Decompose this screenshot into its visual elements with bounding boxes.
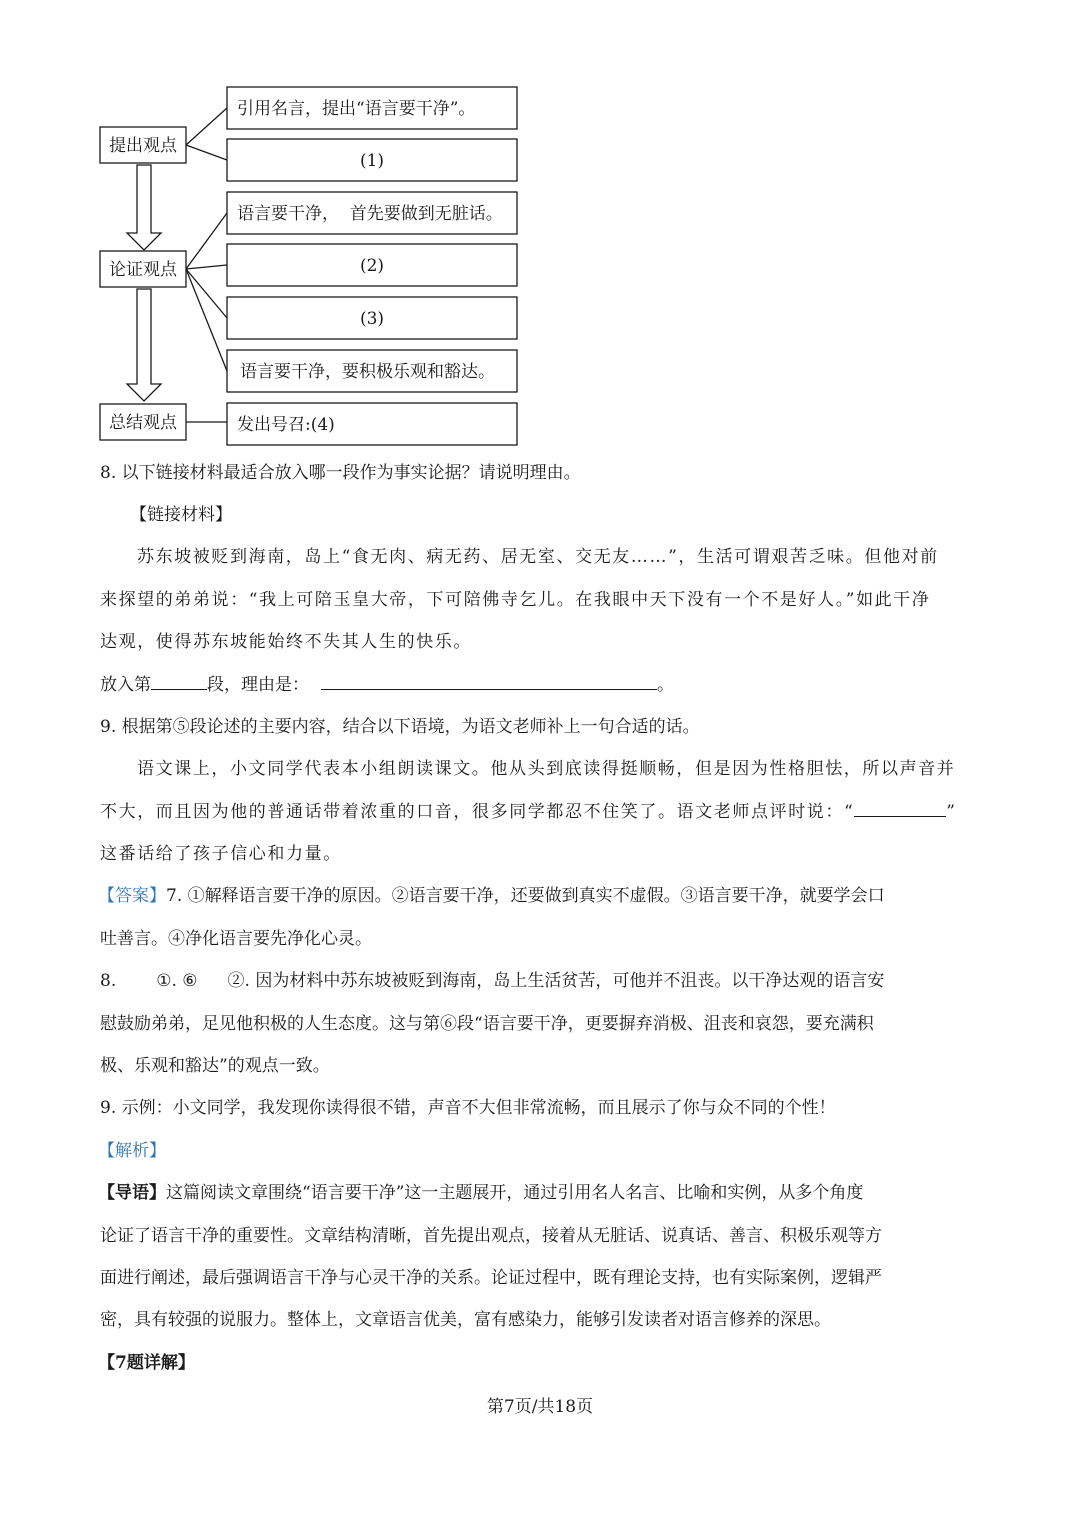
box6-text: 语言要干净，要积极乐观和豁达。 [240, 362, 495, 382]
page-footer: 第7页/共18页 [486, 1397, 594, 1417]
intro-text-1: 这篇阅读文章围绕“语言要干净”这一主题展开，通过引用名人名言、比喻和实例，从多个角度 [166, 1183, 864, 1203]
answer-tag: 【答案】 [98, 886, 166, 906]
q9-question: 9. 根据第⑤段论述的主要内容，结合以下语境，为语文老师补上一句合适的话。 [100, 717, 700, 737]
answer-8-num: 8. [100, 971, 117, 991]
answer-7-line-2: 吐善言。④净化语言要先净化心灵。 [100, 929, 372, 949]
context-line-2: 不大，而且因为他的普通话带着浓重的口音，很多同学都忍不住笑了。语文老师点评时说：“ [100, 802, 855, 822]
answer-7-text: 7. ①解释语言要干净的原因。②语言要干净，还要做到真实不虚假。③语言要干净，就要学会口 [166, 886, 885, 906]
fill-suffix: 。 [657, 675, 674, 695]
context-close-quote: ” [946, 802, 957, 822]
intro-line-1 [98, 1181, 863, 1205]
material-line-2: 来探望的弟弟说：“我上可陪玉皇大帝，下可陪佛寺乞儿。在我眼中天下没有一个不是好人。”如此干净 [100, 590, 931, 610]
box7-text: 发出号召:(4) [237, 415, 335, 435]
material-line-3: 达观，使得苏东坡能始终不失其人生的快乐。 [100, 632, 472, 652]
intro-line-3: 面进行阐述，最后强调语言干净与心灵干净的关系。论证过程中，既有理论支持，也有实际案例，逻辑严 [100, 1268, 882, 1288]
down-arrow-2 [127, 289, 161, 401]
answer-7-line-1 [98, 884, 885, 908]
stage-conclude-label: 总结观点 [109, 413, 177, 433]
box4-text: (2) [359, 256, 385, 276]
analysis-tag: 【解析】 [98, 1141, 166, 1161]
box5-text: (3) [359, 309, 385, 329]
answer-8-part2: ②. 因为材料中苏东坡被贬到海南，岛上生活贫苦，可他并不沮丧。以干净达观的语言安 [227, 971, 885, 991]
box3-text: 语言要干净， 首先要做到无脏话。 [237, 204, 503, 224]
context-line-1: 语文课上，小文同学代表本小组朗读课文。他从头到底读得挺顺畅，但是因为性格胆怯，所以声音并 [137, 759, 956, 779]
teacher-remark-blank[interactable] [854, 800, 946, 817]
answer-8-line-3: 极、乐观和豁达”的观点一致。 [100, 1056, 330, 1076]
structure-flowchart [0, 0, 1080, 460]
answer-9: 9. 示例：小文同学，我发现你读得很不错，声音不大但非常流畅，而且展示了你与众不同的个性！ [100, 1098, 836, 1118]
box2-text: (1) [359, 151, 385, 171]
reason-blank[interactable] [321, 673, 657, 690]
fill-prefix: 放入第 [100, 675, 151, 695]
intro-line-2: 论证了语言干净的重要性。文章结构清晰，首先提出观点，接着从无脏话、说真话、善言、积极乐观等方 [100, 1226, 882, 1246]
answer-8-part1: ①. ⑥ [156, 971, 198, 991]
intro-line-4: 密，具有较强的说服力。整体上，文章语言优美，富有感染力，能够引发读者对语言修养的深思。 [100, 1310, 831, 1330]
q8-question: 8. 以下链接材料最适合放入哪一段作为事实论据？请说明理由。 [100, 463, 581, 483]
answer-8-line-2: 慰鼓励弟弟，足见他积极的人生态度。这与第⑥段“语言要干净，更要摒弃消极、沮丧和哀怨，要充满积 [100, 1014, 874, 1034]
answer-8-line-1 [100, 969, 884, 993]
material-line-1: 苏东坡被贬到海南，岛上“食无肉、病无药、居无室、交无友……”，生活可谓艰苦乏味。但他对前 [137, 547, 939, 567]
fill-middle: 段，理由是： [207, 675, 309, 695]
stage-argue-label: 论证观点 [109, 260, 177, 280]
material-heading: 【链接材料】 [130, 505, 232, 525]
context-line-2-wrap [100, 800, 957, 824]
intro-tag: 【导语】 [98, 1183, 166, 1203]
down-arrow-1 [127, 165, 161, 250]
stage-propose-label: 提出观点 [109, 136, 177, 156]
paragraph-blank[interactable] [151, 673, 207, 690]
q7-detail-heading: 【7题详解】 [98, 1353, 195, 1373]
box1-text: 引用名言，提出“语言要干净”。 [237, 99, 476, 119]
context-line-3: 这番话给了孩子信心和力量。 [100, 844, 342, 864]
q8-fill-line [100, 673, 674, 697]
